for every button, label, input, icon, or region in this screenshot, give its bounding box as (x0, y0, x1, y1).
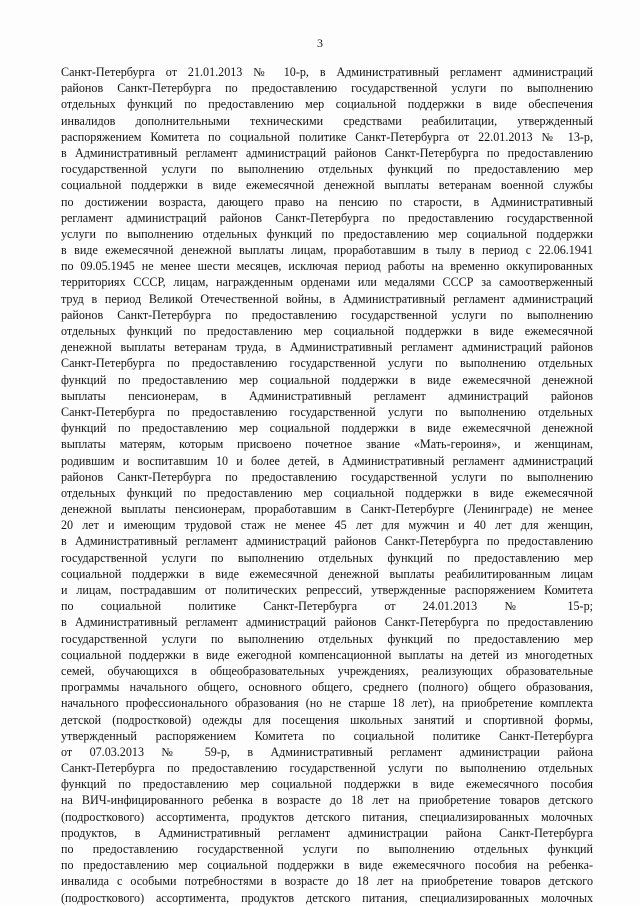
text-line: в виде ежемесячной денежной выплаты лицам, проработавшим в тылу в период с 22.06.1941 (61, 243, 593, 258)
text-line: функций по предоставлению мер социальной поддержки в виде ежемесячной денежной (61, 421, 593, 436)
text-line: родившим и воспитавшим 10 и более детей, в Административный регламент администраций (61, 453, 593, 468)
text-line: денежной выплаты ветеранам труда, в Административный регламент администраций районов (61, 340, 593, 355)
text-line: семей, обучающихся в общеобразовательных учреждениях, реализующих образовательные (61, 663, 593, 678)
text-line: социальной поддержки в виде ежемесячной денежной выплаты реабилитированным лицам (61, 566, 593, 581)
text-line: Санкт-Петербурга по предоставлению государственной услуги по выполнению отдельных (61, 761, 593, 776)
text-line: по достижении возраста, дающего право на пенсию по старости, в Административный (61, 194, 593, 209)
text-line: начального профессионального образования (но не старше 18 лет), на приобретение комплекта (61, 696, 593, 711)
text-line: районов Санкт-Петербурга по предоставлению государственной услуги по выполнению (61, 469, 593, 484)
text-line: Санкт-Петербурга от 21.01.2013 № 10-р, в Административный регламент администраций (61, 65, 593, 79)
text-line: инвалидов дополнительными техническими средствами реабилитации, утвержденный (61, 113, 593, 128)
text-line: территориях СССР, лицам, награжденным орденами или медалями СССР за самоотверженный (61, 275, 593, 290)
page-number: 3 (317, 36, 323, 50)
text-line: Санкт-Петербурга по предоставлению государственной услуги по выполнению отдельных (61, 356, 593, 371)
text-line: по социальной политике Санкт-Петербурга от 24.01.2013 № 15-р; (61, 599, 593, 614)
text-line: социальной поддержки в виде ежегодной компенсационной выплаты на детей из многодетных (61, 647, 593, 662)
text-line: труд в период Великой Отечественной войны, в Административный регламент администраций (61, 291, 593, 306)
text-line: отдельных функций по предоставлению мер социальной поддержки в виде обеспечения (61, 97, 593, 112)
document-body-text (61, 64, 593, 906)
text-line: выплаты матерям, которым присвоено почетное звание «Мать-героиня», и женщинам, (61, 437, 593, 452)
text-line: по предоставлению государственной услуги по выполнению отдельных функций (61, 842, 593, 856)
text-line: отдельных функций по предоставлению мер социальной поддержки в виде ежемесячной (61, 485, 593, 500)
text-line: в Административный регламент администраций районов Санкт-Петербурга по предоставлению (61, 534, 593, 549)
text-line: 20 лет и имеющим трудовой стаж не менее 45 лет для мужчин и 40 лет для женщин, (61, 518, 593, 533)
text-line: в Административный регламент администраций районов Санкт-Петербурга по предоставлению (61, 615, 593, 630)
text-line: по 09.05.1945 не менее шести месяцев, исключая период работы на временно оккупированных (61, 259, 593, 274)
text-line: на ВИЧ-инфицированного ребенка в возрасте до 18 лет на приобретение товаров детского (61, 793, 593, 808)
text-line: отдельных функций по предоставлению мер социальной поддержки в виде ежемесячной (61, 324, 593, 338)
text-line: услуги по выполнению отдельных функций по предоставлению мер социальной поддержки (61, 226, 593, 241)
text-line: функций по предоставлению мер социальной поддержки в виде ежемесячного пособия (61, 777, 593, 792)
text-line: выплаты пенсионерам, в Административный регламент администраций районов (61, 388, 593, 403)
text-line: в Административный регламент администраций районов Санкт-Петербурга по предоставлению (61, 145, 593, 160)
text-line: государственной услуги по выполнению отдельных функций по предоставлению мер (61, 631, 593, 646)
text-line: распоряжением Комитета по социальной политике Санкт-Петербурга от 22.01.2013 № 13-р, (61, 129, 593, 144)
text-line: инвалида с особыми потребностями в возрасте до 18 лет на приобретение товаров детского (61, 874, 593, 889)
text-line: (подросткового) ассортимента, продуктов детского питания, специализированных молочных (61, 809, 593, 824)
text-line: денежной выплаты пенсионерам, проработавшим в Санкт-Петербурге (Ленинграде) не менее (61, 502, 593, 517)
text-line: детской (подростковой) одежды для посещения школьных занятий и спортивной формы, (61, 712, 593, 727)
text-line: районов Санкт-Петербурга по предоставлению государственной услуги по выполнению (61, 307, 593, 322)
text-line: функций по предоставлению мер социальной поддержки в виде ежемесячной денежной (61, 372, 593, 387)
text-line: Санкт-Петербурга по предоставлению государственной услуги по выполнению отдельных (61, 404, 593, 419)
text-line: программы начального общего, основного общего, среднего (полного) общего образования, (61, 680, 593, 695)
text-line: продуктов, в Административный регламент администрации района Санкт-Петербурга (61, 825, 593, 840)
text-line: социальной поддержки в виде ежемесячной денежной выплаты ветеранам военной службы (61, 178, 593, 193)
text-line: и лицам, пострадавшим от политических репрессий, утвержденные распоряжением Комитета (61, 583, 593, 597)
text-line: от 07.03.2013 № 59-р, в Административный регламент администрации района (61, 744, 593, 759)
text-line: государственной услуги по выполнению отдельных функций по предоставлению мер (61, 550, 593, 565)
text-line: (подросткового) ассортимента, продуктов детского питания, специализированных молочных (61, 890, 593, 905)
text-line: регламент администраций районов Санкт-Петербурга по предоставлению государственной (61, 210, 593, 225)
text-line: по предоставлению мер социальной поддержки в виде ежемесячного пособия на ребенка- (61, 858, 593, 873)
text-line: государственной услуги по выполнению отдельных функций по предоставлению мер (61, 162, 593, 177)
text-line: утвержденный распоряжением Комитета по социальной политике Санкт-Петербурга (61, 728, 593, 743)
text-line: районов Санкт-Петербурга по предоставлению государственной услуги по выполнению (61, 81, 593, 96)
